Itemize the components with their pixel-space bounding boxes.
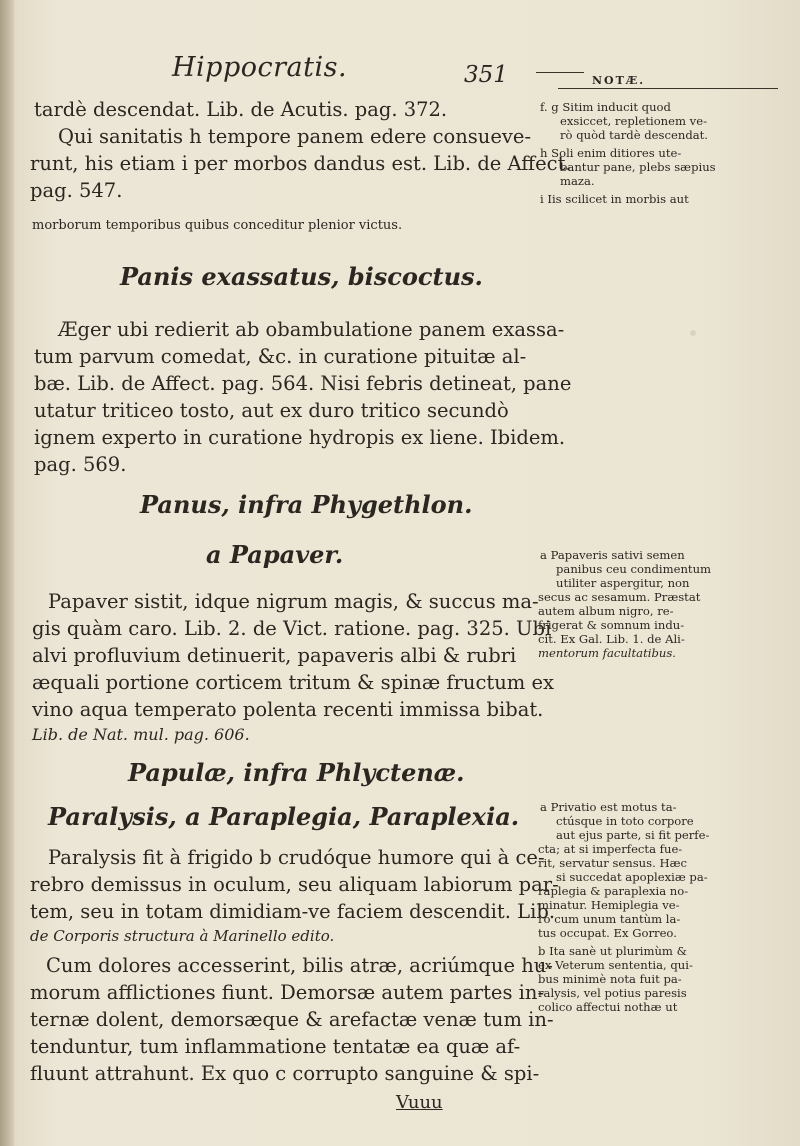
text-line: pag. 569. — [34, 453, 127, 476]
note-line: maza. — [560, 174, 595, 188]
notes-title: NOTÆ. — [592, 74, 646, 87]
note-line: panibus ceu condimentum — [556, 562, 712, 576]
note-line: secus ac sesamum. Præstat — [538, 590, 701, 604]
text-line: gis quàm caro. Lib. 2. de Vict. ratione. pag. 325. Ubi — [32, 617, 552, 640]
text-line: Æger ubi redierit ab obambulatione panem exassa- — [58, 318, 565, 341]
note-line: h Soli enim ditiores ute- — [540, 146, 682, 160]
note-line: colico affectui nothæ ut — [538, 1000, 678, 1014]
note-line: autem album nigro, re- — [538, 604, 674, 618]
note-line: ralysis, vel potius paresis — [538, 986, 687, 1000]
note-line: si succedat apoplexiæ pa- — [556, 870, 708, 884]
text-line: alvi profluvium detinuerit, papaveris albi & rubri — [32, 644, 517, 667]
note-line: bantur pane, plebs sæpius — [560, 160, 716, 174]
note-line: minatur. Hemiplegia ve- — [538, 898, 680, 912]
note-line: exsiccet, repletionem ve- — [560, 114, 708, 128]
foxing-spot — [690, 330, 696, 336]
note-line: a Privatio est motus ta- — [540, 800, 677, 814]
text-line: tardè descendat. Lib. de Acutis. pag. 372. — [34, 98, 448, 121]
note-line: utiliter aspergitur, non — [556, 576, 690, 590]
text-line: ternæ dolent, demorsæque & arefactæ venæ tum in- — [30, 1008, 554, 1031]
section-heading: Panis exassatus, biscoctus. — [120, 262, 483, 291]
text-line: morum afflictiones fiunt. Demorsæ autem partes in- — [30, 981, 545, 1004]
note-line: raplegia & paraplexia no- — [538, 884, 689, 898]
page-gutter-shadow — [0, 0, 14, 1146]
note-line: aut ejus parte, si fit perfe- — [556, 828, 710, 842]
text-line: utatur triticeo tosto, aut ex duro tritico secundò — [34, 399, 509, 422]
note-line: rò cum unum tantùm la- — [538, 912, 681, 926]
notes-rule — [558, 88, 778, 89]
page-number: 351 — [464, 62, 508, 88]
note-line: i Iis scilicet in morbis aut — [540, 192, 689, 206]
text-line: æquali portione corticem tritum & spinæ fructum ex — [32, 671, 555, 694]
text-line: bæ. Lib. de Affect. pag. 564. Nisi febris detineat, pane — [34, 372, 572, 395]
text-line: tenduntur, tum inflammatione tentatæ ea quæ af- — [30, 1035, 521, 1058]
note-line: frigerat & somnum indu- — [538, 618, 685, 632]
note-line: ex Veterum sententia, qui- — [538, 958, 693, 972]
text-line: Papaver sistit, idque nigrum magis, & succus ma- — [48, 590, 539, 613]
text-line: runt, his etiam i per morbos dandus est. Lib. de Affect. — [30, 152, 572, 175]
text-line: tum parvum comedat, &c. in curatione pituitæ al- — [34, 345, 527, 368]
note-line: bus minimè nota fuit pa- — [538, 972, 682, 986]
text-line: tem, seu in totam dimidiam-ve faciem descendit. Lib. — [30, 900, 556, 923]
section-heading: a Papaver. — [206, 540, 344, 569]
text-line: Paralysis fit à frigido b crudóque humore qui à ce- — [48, 846, 545, 869]
note-line: ctúsque in toto corpore — [556, 814, 694, 828]
note-line: rit, servatur sensus. Hæc — [538, 856, 687, 870]
notes-rule — [536, 72, 584, 73]
section-heading: Papulæ, infra Phlyctenæ. — [128, 758, 465, 787]
section-heading: Panus, infra Phygethlon. — [140, 490, 473, 519]
note-line: f. g Sitim inducit quod — [540, 100, 671, 114]
note-line: mentorum facultatibus. — [538, 646, 676, 660]
section-heading: Paralysis, a Paraplegia, Paraplexia. — [48, 802, 520, 831]
note-line: cta; at si imperfecta fue- — [538, 842, 683, 856]
text-line: vino aqua temperato polenta recenti immissa bibat. — [32, 698, 544, 721]
text-line: Cum dolores accesserint, bilis atræ, acriúmque hu- — [46, 954, 553, 977]
text-line: de Corporis structura à Marinello edito. — [30, 927, 335, 945]
text-line: ignem experto in curatione hydropis ex liene. Ibidem. — [34, 426, 566, 449]
text-line: morborum temporibus quibus conceditur plenior victus. — [32, 218, 403, 233]
text-line: Qui sanitatis h tempore panem edere consueve- — [58, 125, 532, 148]
note-line: b Ita sanè ut plurimùm & — [538, 944, 687, 958]
note-line: a Papaveris sativi semen — [540, 548, 685, 562]
text-line: pag. 547. — [30, 179, 123, 202]
note-line: cit. Ex Gal. Lib. 1. de Ali- — [538, 632, 685, 646]
text-line: rebro demissus in oculum, seu aliquam labiorum par- — [30, 873, 559, 896]
running-title: Hippocratis. — [172, 52, 348, 83]
note-line: rò quòd tardè descendat. — [560, 128, 708, 142]
text-line: Lib. de Nat. mul. pag. 606. — [32, 725, 250, 744]
text-line: fluunt attrahunt. Ex quo c corrupto sanguine & spi- — [30, 1062, 540, 1085]
note-line: tus occupat. Ex Gorreo. — [538, 926, 677, 940]
catchword: Vuuu — [396, 1092, 443, 1113]
